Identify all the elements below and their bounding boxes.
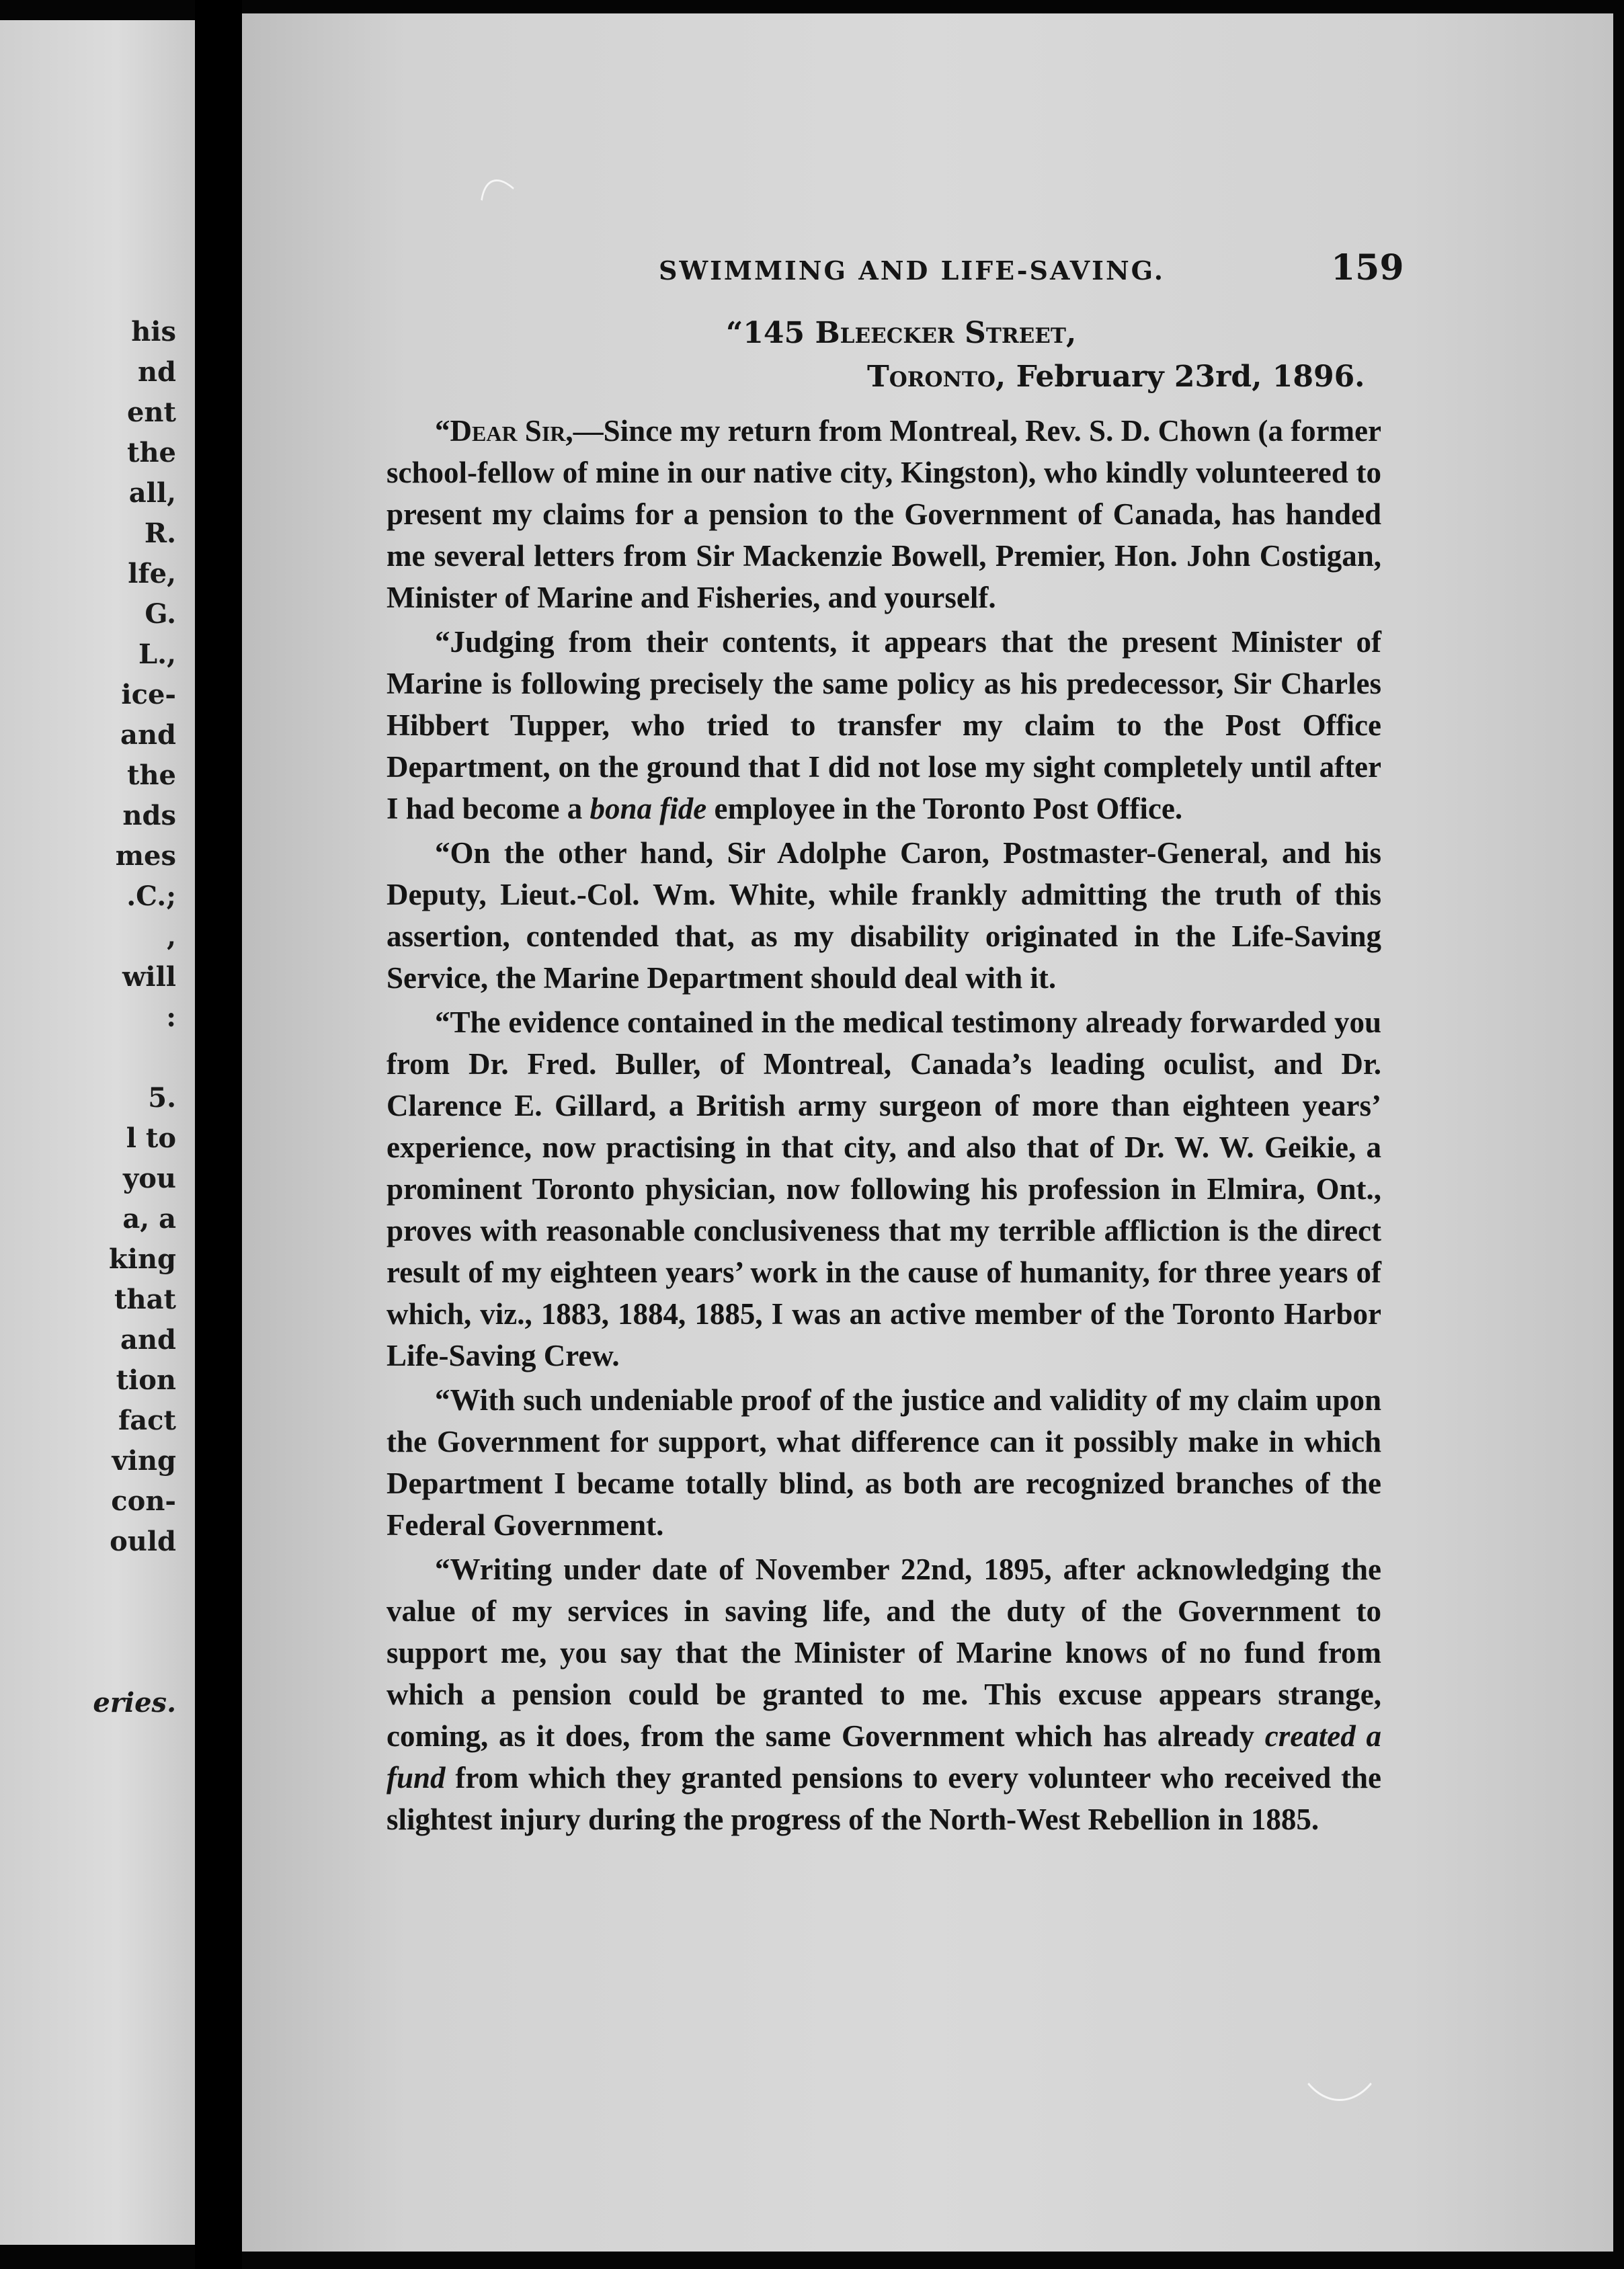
paragraph — [387, 1549, 1381, 1840]
previous-page-line-fragment: L., — [138, 638, 176, 670]
book-page — [242, 13, 1613, 2252]
previous-page-line-fragment: eries. — [93, 1687, 176, 1719]
previous-page-line-fragment: and — [120, 1324, 176, 1356]
previous-page-line-fragment: a, a — [122, 1203, 176, 1235]
paragraph: “On the other hand, Sir Adolphe Caron, Postmaster-General, and his Deputy, Lieut.-Col. Wm. White, while frankly admitting the truth of this assertion, contended that, as my disability originated in the Life-Saving Service, the Marine Department should deal with it. — [387, 836, 1381, 995]
previous-page-line-fragment: tion — [116, 1364, 176, 1396]
running-head: SWIMMING AND LIFE-SAVING. — [659, 255, 1166, 286]
paragraph-text: —Since my return from Montreal, Rev. S. D. Chown (a former school-fellow of mine in our native city, Kingston), who kindly volunteered to present my claims for a pension to the Government of Canada, has handed me several letters from Sir Mackenzie Bowell, Premier, Hon. John Costigan, Minister of Marine and Fisheries, and yourself. — [387, 414, 1381, 614]
italic-phrase: created a fund — [387, 1719, 1382, 1794]
previous-page — [0, 20, 195, 2245]
address-date: February 23rd, 1896. — [1006, 360, 1365, 394]
paragraph: “The evidence contained in the medical testimony already forwarded you from Dr. Fred. Buller, of Montreal, Canada’s leading oculist, and Dr. Clarence E. Gillard, a British army surgeon of more than eighteen years’ experience, now practising in that city, and also that of Dr. W. W. Geikie, a prominent Toronto physician, now following his profession in Elmira, Ont., proves with reasonable conclusiveness that my terrible affliction is the direct result of my eighteen years’ work in the cause of humanity, for three years of which, viz., 1883, 1884, 1885, I was an active member of the Toronto Harbor Life-Saving Crew. — [387, 1005, 1381, 1372]
letter-body — [387, 410, 1381, 1843]
paragraph-text: employee in the Toronto Post Office. — [706, 792, 1183, 825]
scan-scratch-mark — [462, 169, 583, 360]
paragraph — [387, 621, 1381, 829]
letter-address-date — [867, 360, 1365, 394]
address-quote: “145 — [726, 316, 815, 350]
previous-page-line-fragment: the — [126, 437, 176, 468]
previous-page-line-fragment: his — [131, 316, 176, 347]
book-gutter — [195, 0, 242, 2269]
previous-page-line-fragment: fact — [118, 1405, 176, 1436]
previous-page-line-fragment: 5. — [148, 1082, 176, 1114]
previous-page-line-fragment: ould — [110, 1526, 176, 1557]
previous-page-line-fragment: you — [122, 1163, 176, 1194]
previous-page-line-fragment: l to — [126, 1122, 176, 1154]
address-street: Bleecker Street, — [815, 316, 1077, 350]
previous-page-line-fragment: .C.; — [126, 880, 176, 912]
paragraph — [387, 410, 1381, 618]
previous-page-line-fragment: and — [120, 719, 176, 751]
salutation-quote: “ — [435, 414, 450, 448]
previous-page-line-fragment: nd — [137, 356, 176, 388]
paragraph-text: “Judging from their contents, it appears that the present Minister of Marine is following precisely the same policy as his predecessor, Sir Charles Hibbert Tupper, who tried to transfer my claim to the Post Office Department, on the ground that I did not lose my sight completely until after I had become a — [387, 625, 1381, 825]
previous-page-line-fragment: all, — [128, 477, 176, 509]
previous-page-line-fragment: , — [167, 921, 176, 952]
previous-page-line-fragment: mes — [115, 840, 176, 872]
salutation: Dear Sir, — [450, 414, 573, 448]
letter-address-street — [726, 316, 1076, 350]
paragraph-text: “Writing under date of November 22nd, 1895, after acknowledging the value of my services in saving life, and the duty of the Government to support me, you say that the Minister of Marine knows of no fund from which a pension could be granted to me. This excuse appears strange, coming, as it does, from the same Government which has already — [387, 1553, 1381, 1753]
previous-page-line-fragment: ice- — [121, 679, 176, 710]
previous-page-line-fragment: ent — [126, 397, 176, 428]
previous-page-line-fragment: the — [126, 759, 176, 791]
italic-phrase: bona fide — [590, 792, 707, 825]
previous-page-line-fragment: nds — [122, 800, 176, 831]
previous-page-line-fragment: R. — [144, 518, 176, 549]
scan-scratch-mark — [1291, 1963, 1389, 2101]
paragraph-text: from which they granted pensions to every volunteer who received the slightest injury during the progress of the North-West Rebellion in 1885. — [387, 1761, 1381, 1836]
page-number: 159 — [1331, 247, 1404, 288]
paragraph: “With such undeniable proof of the justice and validity of my claim upon the Government for support, what difference can it possibly make in which Department I became totally blind, as both are recognized branches of the Federal Government. — [387, 1383, 1381, 1542]
previous-page-line-fragment: king — [109, 1243, 176, 1275]
previous-page-line-fragment: lfe, — [128, 558, 176, 589]
previous-page-line-fragment: will — [122, 961, 176, 993]
previous-page-line-fragment: ving — [112, 1445, 176, 1477]
previous-page-line-fragment: con- — [111, 1485, 176, 1517]
address-city: Toronto, — [867, 360, 1006, 394]
previous-page-line-fragment: that — [114, 1284, 176, 1315]
previous-page-line-fragment: G. — [145, 598, 176, 630]
previous-page-line-fragment: : — [166, 1001, 176, 1033]
